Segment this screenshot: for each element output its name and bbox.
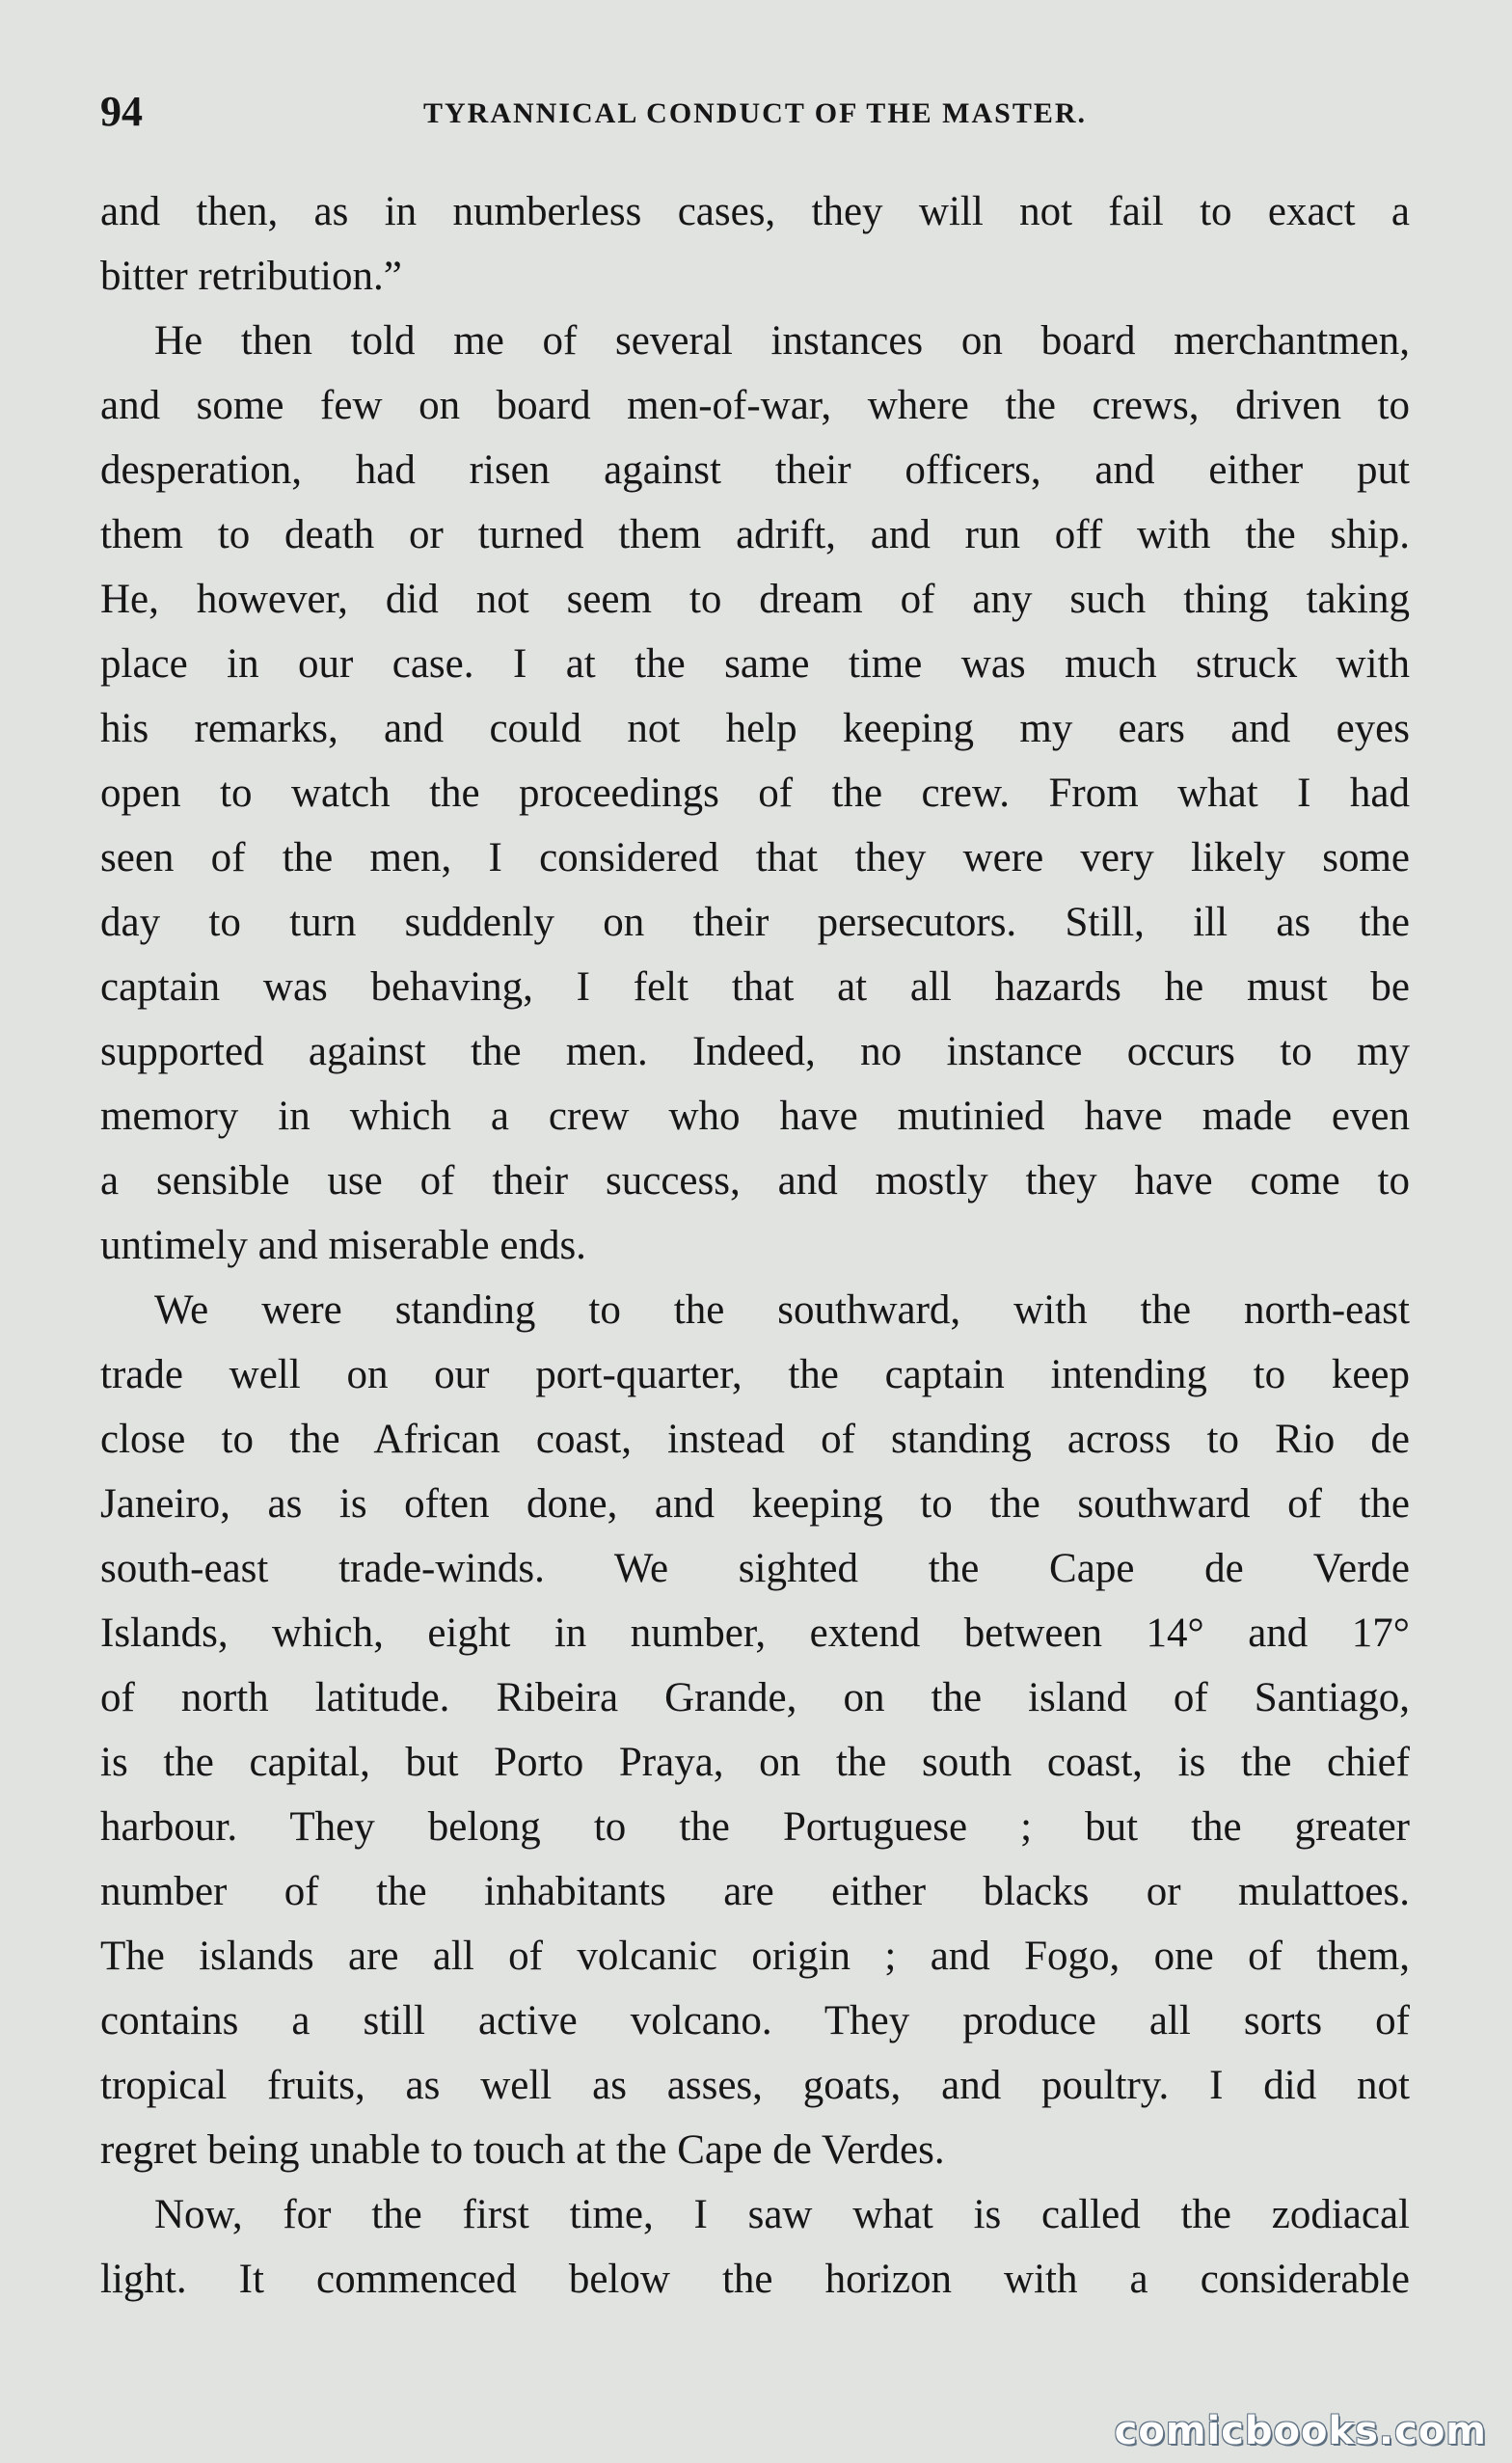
text-line: supported against the men. Indeed, no instance occurs to my [100,1029,1410,1074]
text-line: them to death or turned them adrift, and run off with the ship. [100,512,1410,557]
text-line: regret being unable to touch at the Cape de Verdes. [100,2127,945,2173]
text-line: a sensible use of their success, and mostly they have come to [100,1158,1410,1204]
text-line: contains a still active volcano. They produce all sorts of [100,1998,1410,2043]
text-line: light. It commenced below the horizon with a considerable [100,2257,1410,2302]
page-header [100,83,1410,141]
text-line: seen of the men, I considered that they were very likely some [100,835,1410,880]
page-number: 94 [100,88,143,135]
text-line: He, however, did not seem to dream of any such thing taking [100,577,1410,622]
text-line: number of the inhabitants are either blacks or mulattoes. [100,1869,1410,1914]
text-line: open to watch the proceedings of the crew. From what I had [100,771,1410,816]
text-line: Now, for the first time, I saw what is called the zodiacal [154,2192,1410,2237]
text-line: day to turn suddenly on their persecutors. Still, ill as the [100,900,1410,945]
text-line: We were standing to the southward, with the north-east [154,1287,1410,1333]
text-line: place in our case. I at the same time was much struck with [100,641,1410,687]
text-line: memory in which a crew who have mutinied have made even [100,1094,1410,1139]
text-line: untimely and miserable ends. [100,1223,586,1268]
text-line: bitter retribution.” [100,254,402,299]
text-line: The islands are all of volcanic origin ; and Fogo, one of them, [100,1934,1410,1979]
text-line: desperation, had risen against their officers, and either put [100,447,1410,493]
text-line: his remarks, and could not help keeping my ears and eyes [100,706,1410,751]
text-line: of north latitude. Ribeira Grande, on the island of Santiago, [100,1675,1410,1720]
text-line: is the capital, but Porto Praya, on the south coast, is the chief [100,1740,1410,1785]
text-line: close to the African coast, instead of standing across to Rio de [100,1417,1410,1462]
watermark: comicbooks.com [1114,2409,1487,2453]
text-line: He then told me of several instances on board merchantmen, [154,318,1410,364]
text-line: and then, as in numberless cases, they will not fail to exact a [100,189,1410,234]
text-line: trade well on our port-quarter, the captain intending to keep [100,1352,1410,1397]
text-line: Islands, which, eight in number, extend between 14° and 17° [100,1610,1410,1656]
text-line: south-east trade-winds. We sighted the Cape de Verde [100,1546,1410,1591]
body-text [100,179,1410,2312]
text-line: Janeiro, as is often done, and keeping to the southward of the [100,1481,1410,1527]
text-line: tropical fruits, as well as asses, goats, and poultry. I did not [100,2063,1410,2108]
text-line: captain was behaving, I felt that at all hazards he must be [100,964,1410,1010]
text-line: and some few on board men-of-war, where the crews, driven to [100,383,1410,428]
running-head: TYRANNICAL CONDUCT OF THE MASTER. [422,97,1088,129]
text-line: harbour. They belong to the Portuguese ; but the greater [100,1804,1410,1850]
